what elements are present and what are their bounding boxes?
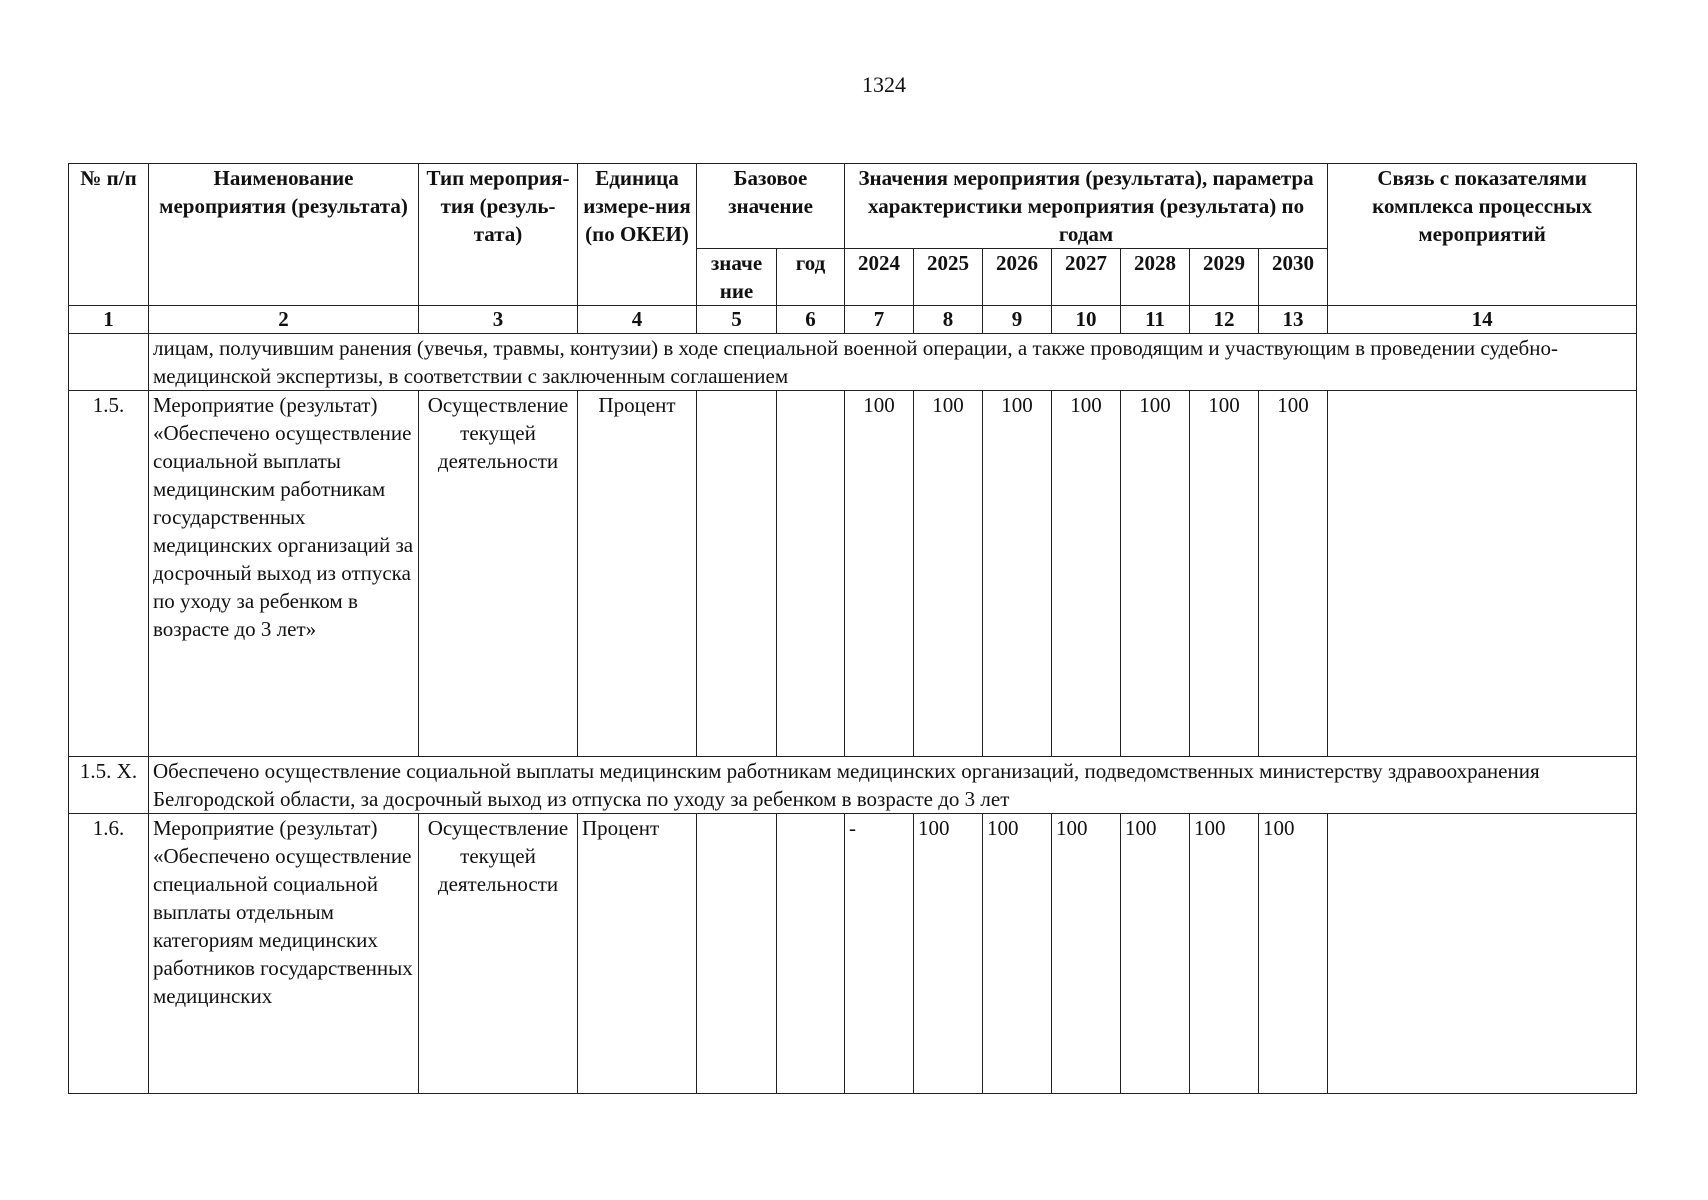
link-cell [1328, 814, 1637, 1094]
table-row-1-5-x [69, 757, 1637, 814]
header-link: Связь с показателями комплекса процессных мероприятий [1328, 164, 1637, 306]
header-year: 2024 [845, 249, 914, 306]
measure-type: Осуществление текущей деятельности [419, 814, 578, 1094]
continuation-row [69, 334, 1637, 391]
header-base-value: значе ние [697, 249, 777, 306]
column-number: 8 [914, 306, 983, 334]
header-year: 2027 [1052, 249, 1121, 306]
header-year: 2029 [1190, 249, 1259, 306]
header-unit: Единица измере-ния (по ОКЕИ) [578, 164, 697, 306]
year-value: 100 [1121, 814, 1190, 1094]
column-numbers-row [69, 306, 1637, 334]
column-number: 13 [1259, 306, 1328, 334]
column-number: 7 [845, 306, 914, 334]
header-base: Базовое значение [697, 164, 845, 249]
year-value: 100 [914, 814, 983, 1094]
column-number: 1 [69, 306, 149, 334]
header-num: № п/п [69, 164, 149, 306]
year-value: 100 [845, 391, 914, 757]
continuation-text: лицам, получившим ранения (увечья, травмы, контузии) в ходе специальной военной операции, а также проводящим и участвующим в проведении судебно-медицинской экспертизы, в соответствии с заключенным соглашением [149, 334, 1637, 391]
header-base-year: год [777, 249, 845, 306]
table-row-1-5 [69, 391, 1637, 757]
header-name: Наименование мероприятия (результата) [149, 164, 419, 306]
year-value: 100 [1259, 391, 1328, 757]
result-text: Обеспечено осуществление социальной выплаты медицинским работникам медицинских организаций, подведомственных министерству здравоохранения Белгородской области, за досрочный выход из отпуска по уходу за ребенком в возрасте до 3 лет [149, 757, 1637, 814]
row-number: 1.5. Х. [69, 757, 149, 814]
column-number: 11 [1121, 306, 1190, 334]
measure-unit: Процент [578, 391, 697, 757]
measure-type: Осуществление текущей деятельности [419, 391, 578, 757]
row-number: 1.5. [69, 391, 149, 757]
year-value: 100 [983, 814, 1052, 1094]
header-row-1 [69, 164, 1637, 249]
year-value: 100 [1190, 391, 1259, 757]
continuation-num-cell [69, 334, 149, 391]
year-value: 100 [914, 391, 983, 757]
page-number: 1324 [862, 72, 906, 97]
base-year [777, 814, 845, 1094]
header-values: Значения мероприятия (результата), параметра характеристики мероприятия (результата) по годам [845, 164, 1328, 249]
header-year: 2026 [983, 249, 1052, 306]
column-number: 2 [149, 306, 419, 334]
column-number: 10 [1052, 306, 1121, 334]
column-number: 5 [697, 306, 777, 334]
base-value [697, 814, 777, 1094]
year-value: 100 [1190, 814, 1259, 1094]
year-value: 100 [983, 391, 1052, 757]
measure-name: Мероприятие (результат) «Обеспечено осуществление специальной социальной выплаты отдельным категориям медицинских работников государственных медицинских [149, 814, 419, 1094]
column-number: 9 [983, 306, 1052, 334]
header-year: 2025 [914, 249, 983, 306]
base-year [777, 391, 845, 757]
column-number: 6 [777, 306, 845, 334]
measure-name: Мероприятие (результат) «Обеспечено осуществление социальной выплаты медицинским работникам государственных медицинских организаций за досрочный выход из отпуска по уходу за ребенком в возрасте до 3 лет» [149, 391, 419, 757]
column-number: 4 [578, 306, 697, 334]
year-value: - [845, 814, 914, 1094]
indicators-table [68, 163, 1637, 1094]
year-value: 100 [1052, 391, 1121, 757]
table-row-1-6 [69, 814, 1637, 1094]
row-number: 1.6. [69, 814, 149, 1094]
measure-unit: Процент [578, 814, 697, 1094]
year-value: 100 [1259, 814, 1328, 1094]
column-number: 14 [1328, 306, 1637, 334]
header-year: 2028 [1121, 249, 1190, 306]
column-number: 12 [1190, 306, 1259, 334]
header-year: 2030 [1259, 249, 1328, 306]
column-number: 3 [419, 306, 578, 334]
header-type: Тип мероприя-тия (резуль-тата) [419, 164, 578, 306]
year-value: 100 [1052, 814, 1121, 1094]
year-value: 100 [1121, 391, 1190, 757]
link-cell [1328, 391, 1637, 757]
base-value [697, 391, 777, 757]
